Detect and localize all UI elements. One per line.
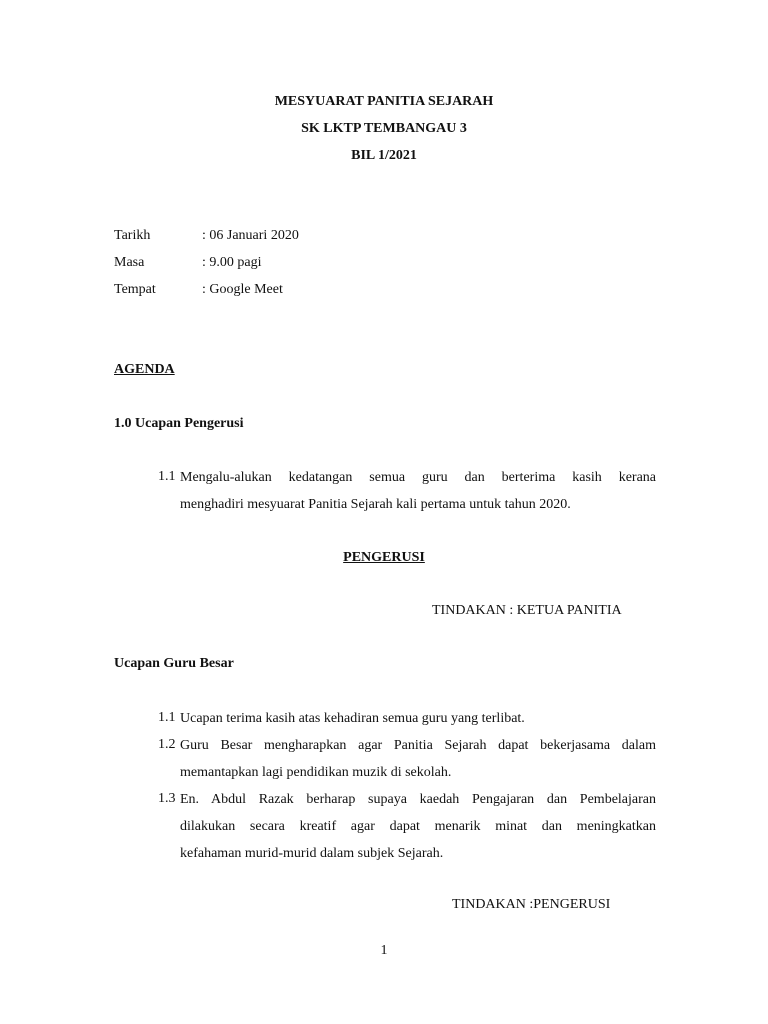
agenda-item (158, 786, 656, 867)
item-line: En. Abdul Razak berharap supaya kaedah Pengajaran dan Pembelajaran (180, 792, 656, 807)
agenda-heading: AGENDA (114, 362, 175, 377)
item-line: memantapkan lagi pendidikan muzik di sekolah. (180, 765, 452, 780)
meta-value: : Google Meet (202, 282, 283, 297)
item-number: 1.1 (158, 469, 176, 484)
agenda-item (158, 464, 656, 518)
item-line: kefahaman murid-murid dalam subjek Sejarah. (180, 846, 444, 861)
item-line: Guru Besar mengharapkan agar Panitia Sejarah dapat bekerjasama dalam (180, 738, 656, 753)
meta-label: Tarikh (114, 228, 151, 243)
item-line: dilakukan secara kreatif agar dapat menarik minat dan meningkatkan (180, 819, 656, 834)
meta-value: : 06 Januari 2020 (202, 228, 299, 243)
agenda-item (158, 705, 656, 732)
item-number: 1.2 (158, 737, 176, 752)
item-text (180, 464, 656, 518)
agenda-item (158, 732, 656, 786)
action-label: TINDAKAN :PENGERUSI (452, 897, 611, 912)
item-number: 1.3 (158, 791, 176, 806)
meeting-number: BIL 1/2021 (351, 148, 417, 163)
chairperson-subheading: PENGERUSI (343, 550, 425, 565)
meta-value: : 9.00 pagi (202, 255, 262, 270)
school-name: SK LKTP TEMBANGAU 3 (301, 121, 467, 136)
section-heading: Ucapan Guru Besar (114, 656, 234, 671)
meeting-title: MESYUARAT PANITIA SEJARAH (274, 94, 494, 109)
section-heading: 1.0 Ucapan Pengerusi (114, 416, 244, 431)
item-text (180, 786, 656, 867)
item-text (180, 705, 656, 732)
page-number: 1 (380, 943, 388, 958)
action-label: TINDAKAN : KETUA PANITIA (432, 603, 622, 618)
item-line: Ucapan terima kasih atas kehadiran semua guru yang terlibat. (180, 711, 525, 726)
item-line: Mengalu-alukan kedatangan semua guru dan berterima kasih kerana (180, 470, 656, 485)
item-text (180, 732, 656, 786)
meta-label: Tempat (114, 282, 156, 297)
meta-label: Masa (114, 255, 145, 270)
item-line: menghadiri mesyuarat Panitia Sejarah kali pertama untuk tahun 2020. (180, 497, 571, 512)
item-number: 1.1 (158, 710, 176, 725)
